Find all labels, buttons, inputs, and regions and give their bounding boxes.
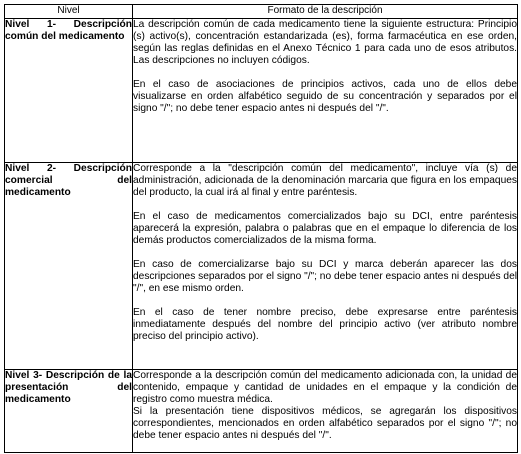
level-3-format xyxy=(133,370,518,453)
table-header-row xyxy=(5,5,518,19)
table-row xyxy=(5,163,518,370)
level-1-paragraph-1: La descripción común de cada medicamento tiene la siguiente estructura: Principio (s) activo(s), concentración estandarizada (es), forma farmacéutica en ese orden, según las reglas definidas en el Anexo Técnico 1 para cada uno de esos atributos. Las descripciones no incluyen códigos. xyxy=(133,19,517,66)
level-3-label: Nivel 3- Descripción de la presentación del medicamento xyxy=(5,370,133,453)
header-nivel: Nivel xyxy=(5,5,133,19)
level-2-paragraph-3: En caso de comercializarse bajo su DCI y marca deberán aparecer las dos descripciones separados por el signo "/"; no debe tener espacio antes ni después del "/", en ese mismo orden. xyxy=(133,259,517,294)
level-3-paragraph-2: Si la presentación tiene dispositivos médicos, se agregarán los dispositivos correspondientes, mencionados en orden alfabético separados por el signo "/"; no debe tener espacio antes ni después del "/". xyxy=(133,406,517,441)
header-formato: Formato de la descripción xyxy=(133,5,518,19)
table-row xyxy=(5,19,518,163)
level-1-format xyxy=(133,19,518,163)
table-row xyxy=(5,370,518,453)
level-1-label: Nivel 1- Descripción común del medicamento xyxy=(5,19,133,163)
level-2-paragraph-1: Corresponde a la "descripción común del medicamento", incluye vía (s) de administración, adicionada de la denominación marcaria que figura en los empaques del producto, la cual irá al final y entre paréntesis. xyxy=(133,163,517,198)
level-2-format xyxy=(133,163,518,370)
level-2-label: Nivel 2- Descripción comercial del medicamento xyxy=(5,163,133,370)
level-1-paragraph-2: En el caso de asociaciones de principios activos, cada uno de ellos debe visualizarse en orden alfabético seguido de su concentración y separados por el signo "/"; no debe tener espacio antes ni después del "/". xyxy=(133,79,517,114)
description-format-table xyxy=(4,4,518,453)
level-2-paragraph-2: En el caso de medicamentos comercializados bajo su DCI, entre paréntesis aparecerá la expresión, palabra o palabras que en el empaque lo diferencia de los demás productos comercializados de la misma forma. xyxy=(133,211,517,246)
level-3-paragraph-1: Corresponde a la descripción común del medicamento adicionada con, la unidad de contenido, empaque y cantidad de unidades en el empaque y la condición de registro como muestra médica. xyxy=(133,370,517,405)
level-2-paragraph-4: En el caso de tener nombre preciso, debe expresarse entre paréntesis inmediatamente después del nombre del principio activo (ver atributo nombre preciso del principio activo). xyxy=(133,307,517,342)
